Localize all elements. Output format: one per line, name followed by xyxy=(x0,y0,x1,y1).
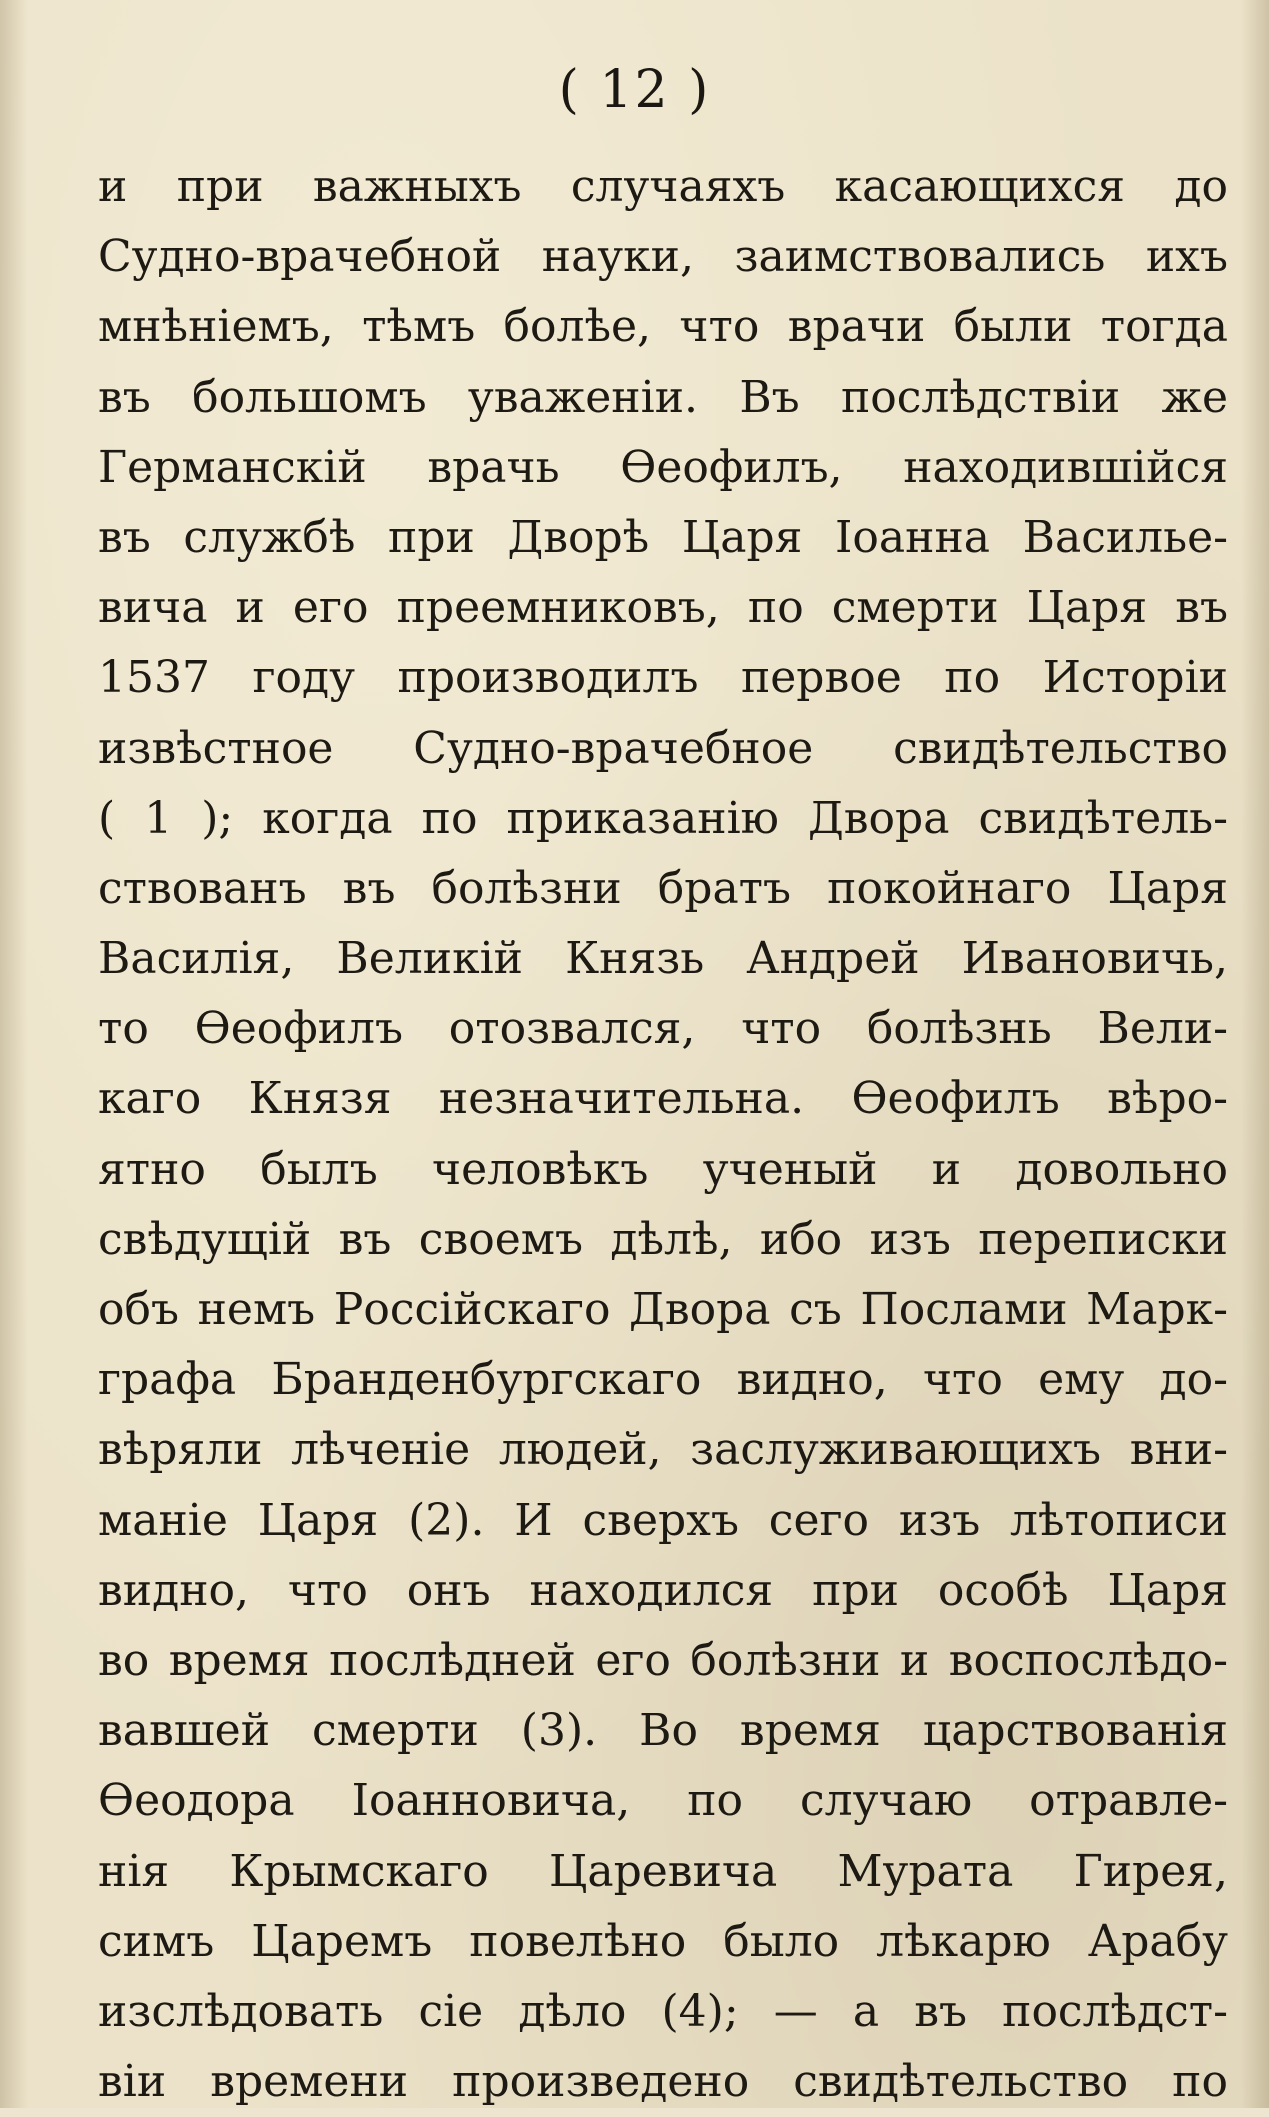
text-line: во время послѣдней его болѣзни и воспослѣдо- xyxy=(98,1634,1228,1686)
page-right-shadow xyxy=(1241,0,1269,2108)
text-line: Василія, Великій Князь Андрей Ивановичь, xyxy=(98,933,1228,985)
text-line: извѣстное Судно-врачебное свидѣтельство xyxy=(98,722,1228,774)
text-line: Ѳеодора Іоанновича, по случаю отравле- xyxy=(98,1775,1228,1827)
text-line: графа Бранденбургскаго видно, что ему до- xyxy=(98,1354,1228,1406)
text-line: Германскій врачь Ѳеофилъ, находившійся xyxy=(98,441,1228,493)
text-line: ствованъ въ болѣзни братъ покойнаго Царя xyxy=(98,862,1228,914)
text-line: нія Крымскаго Царевича Мурата Гирея, xyxy=(98,1845,1228,1897)
text-line: вича и его преемниковъ, по смерти Царя въ xyxy=(98,582,1228,634)
text-line: ятно былъ человѣкъ ученый и довольно xyxy=(98,1143,1228,1195)
body-text xyxy=(98,152,1228,2117)
text-line: объ немъ Россійскаго Двора съ Послами Марк- xyxy=(98,1284,1228,1335)
text-line: маніе Царя (2). И сверхъ сего изъ лѣтописи xyxy=(98,1494,1228,1546)
text-line: Судно-врачебной науки, заимствовались ихъ xyxy=(98,231,1228,283)
text-line: видно, что онъ находился при особѣ Царя xyxy=(98,1564,1228,1616)
text-line: мнѣніемъ, тѣмъ болѣе, что врачи были тогда xyxy=(98,301,1228,353)
text-line: свѣдущій въ своемъ дѣлѣ, ибо изъ переписки xyxy=(98,1213,1228,1265)
text-line: и при важныхъ случаяхъ касающихся до xyxy=(98,161,1228,212)
page-number: ( 12 ) xyxy=(558,60,711,120)
text-line: ( 1 ); когда по приказанію Двора свидѣтель- xyxy=(98,792,1228,844)
text-line: вѣряли лѣченіе людей, заслуживающихъ вни- xyxy=(98,1424,1228,1476)
page-left-shadow xyxy=(0,0,28,2108)
text-line: 1537 году производилъ первое по Исторіи xyxy=(98,652,1228,704)
text-line: каго Князя незначительна. Ѳеофилъ вѣро- xyxy=(98,1073,1228,1125)
text-line: въ большомъ уваженіи. Въ послѣдствіи же xyxy=(98,371,1228,423)
text-line: то Ѳеофилъ отозвался, что болѣзнь Вели- xyxy=(98,1003,1228,1055)
text-line: вавшей смерти (3). Во время царствованія xyxy=(98,1705,1228,1757)
text-line: въ службѣ при Дворѣ Царя Іоанна Василье- xyxy=(98,511,1228,563)
text-line: віи времени произведено свидѣтельство по xyxy=(98,2056,1228,2108)
text-line: изслѣдовать сіе дѣло (4); — а въ послѣдст- xyxy=(98,1985,1228,2037)
text-line: симъ Царемъ повелѣно было лѣкарю Арабу xyxy=(98,1915,1228,1967)
